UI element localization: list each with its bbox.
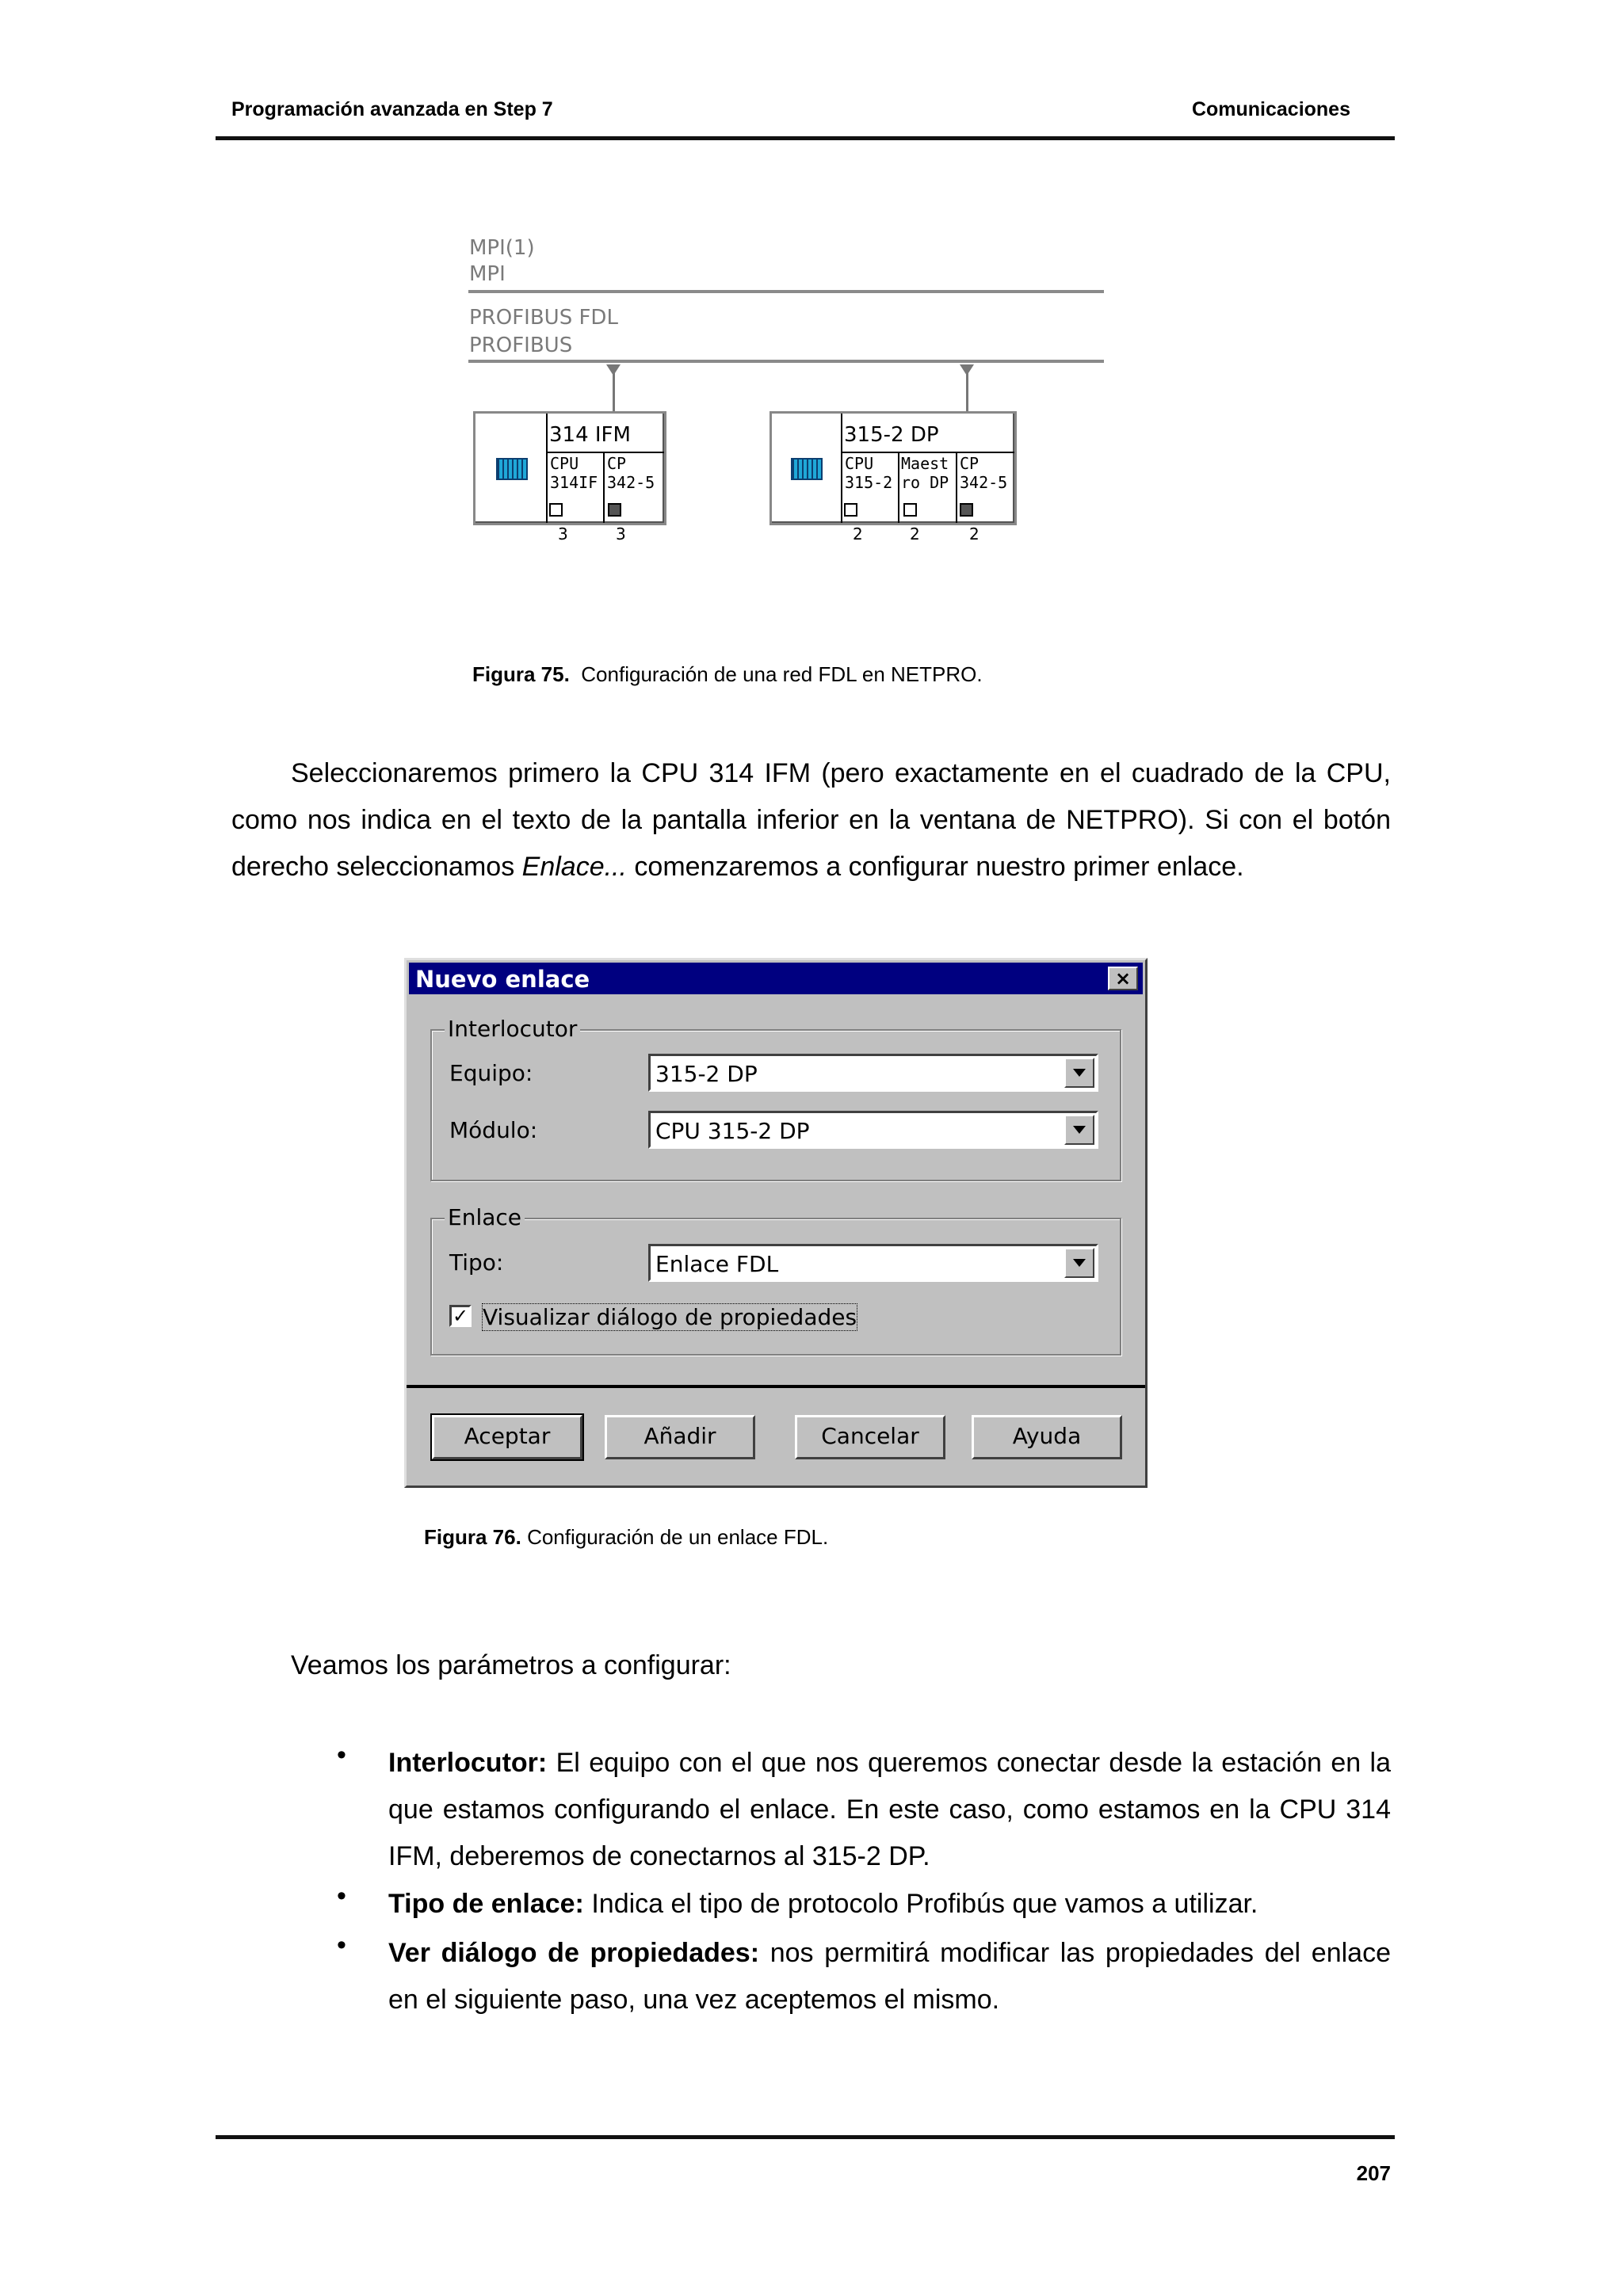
equipo-select[interactable] bbox=[648, 1054, 1098, 1092]
divider bbox=[546, 414, 548, 523]
footer-rule bbox=[216, 2135, 1395, 2139]
nuevo-enlace-dialog bbox=[404, 958, 1148, 1488]
station-314-ifm[interactable] bbox=[473, 411, 666, 525]
port-icon[interactable] bbox=[608, 503, 621, 517]
equipo-value: 315-2 DP bbox=[655, 1061, 758, 1087]
port-icon[interactable] bbox=[844, 503, 857, 517]
running-header-left: Programación avanzada en Step 7 bbox=[231, 98, 553, 120]
address-number: 2 bbox=[969, 524, 980, 543]
bullet-item bbox=[388, 1740, 1391, 1880]
paragraph-text: comenzaremos a configurar nuestro primer enlace. bbox=[626, 852, 1244, 882]
bullet-icon: • bbox=[337, 1930, 346, 1960]
address-number: 3 bbox=[616, 524, 626, 543]
station-title: 314 IFM bbox=[549, 423, 631, 447]
profibus-bus-line[interactable] bbox=[468, 360, 1104, 363]
module-cpu: CPU 314IF bbox=[550, 454, 598, 492]
modulo-value: CPU 315-2 DP bbox=[655, 1118, 810, 1144]
mpi-bus-line[interactable] bbox=[468, 290, 1104, 293]
chevron-down-icon[interactable] bbox=[1064, 1248, 1094, 1278]
bullet-item bbox=[388, 1930, 1391, 2023]
aceptar-button[interactable]: Aceptar bbox=[432, 1415, 582, 1459]
module-cp: CP 342-5 bbox=[960, 454, 1008, 492]
paragraph-italic: Enlace... bbox=[521, 852, 627, 882]
station1-drop-line bbox=[613, 372, 615, 412]
dialog-separator bbox=[407, 1385, 1145, 1388]
tipo-value: Enlace FDL bbox=[655, 1251, 779, 1277]
dialog-title: Nuevo enlace bbox=[415, 966, 590, 993]
chevron-down-icon[interactable] bbox=[1064, 1058, 1094, 1088]
bullet-term: Tipo de enlace: bbox=[388, 1889, 584, 1919]
body-paragraph bbox=[231, 750, 1391, 891]
modulo-label: Módulo: bbox=[449, 1117, 538, 1143]
bullet-term: Interlocutor: bbox=[388, 1748, 548, 1778]
interlocutor-group bbox=[430, 1029, 1121, 1181]
divider bbox=[956, 452, 957, 523]
network1-name: MPI(1) bbox=[469, 236, 535, 260]
station-title: 315-2 DP bbox=[844, 423, 939, 447]
divider bbox=[546, 452, 664, 453]
anadir-button[interactable]: Añadir bbox=[605, 1415, 755, 1459]
bullet-item bbox=[388, 1881, 1391, 1928]
close-button[interactable]: × bbox=[1108, 967, 1138, 990]
address-number: 2 bbox=[853, 524, 863, 543]
bullet-term: Ver diálogo de propiedades: bbox=[388, 1938, 760, 1968]
address-number: 2 bbox=[910, 524, 920, 543]
divider bbox=[841, 414, 842, 523]
bullet-icon: • bbox=[337, 1740, 346, 1770]
interlocutor-group-label: Interlocutor bbox=[445, 1016, 580, 1042]
rack-icon bbox=[791, 458, 823, 480]
rack-icon bbox=[496, 458, 528, 480]
figure-label: Figura 76. bbox=[424, 1525, 521, 1549]
module-dp-master: Maest ro DP bbox=[901, 454, 949, 492]
dialog-titlebar[interactable] bbox=[409, 963, 1143, 994]
chevron-down-icon[interactable] bbox=[1064, 1115, 1094, 1145]
divider bbox=[841, 452, 1014, 453]
network2-name: PROFIBUS FDL bbox=[469, 306, 618, 330]
station-315-2-dp[interactable] bbox=[769, 411, 1017, 525]
equipo-label: Equipo: bbox=[449, 1060, 533, 1086]
properties-checkbox-label[interactable]: Visualizar diálogo de propiedades bbox=[483, 1304, 857, 1330]
properties-checkbox[interactable]: ✓ bbox=[449, 1305, 472, 1327]
page-number: 207 bbox=[1356, 2161, 1391, 2185]
tipo-label: Tipo: bbox=[449, 1249, 504, 1276]
port-icon[interactable] bbox=[549, 503, 563, 517]
module-cpu: CPU 315-2 bbox=[845, 454, 893, 492]
enlace-group bbox=[430, 1218, 1121, 1356]
station2-drop-line bbox=[966, 372, 968, 412]
tipo-select[interactable] bbox=[648, 1244, 1098, 1282]
figure-text: Configuración de una red FDL en NETPRO. bbox=[581, 662, 983, 686]
figure-label: Figura 75. bbox=[472, 662, 570, 686]
divider bbox=[898, 452, 899, 523]
address-number: 3 bbox=[558, 524, 568, 543]
port-icon[interactable] bbox=[903, 503, 917, 517]
bullet-icon: • bbox=[337, 1881, 346, 1911]
figure-text: Configuración de un enlace FDL. bbox=[527, 1525, 829, 1549]
header-rule bbox=[216, 136, 1395, 140]
paragraph-text: Veamos los parámetros a configurar: bbox=[291, 1650, 731, 1680]
paragraph-text: Seleccionaremos primero la CPU 314 IFM (pero exactamente en el cuadrado de la CPU, como nos indica en el texto de la pantalla inferior en la ventana de NETPRO). Si con el botón derecho seleccionamos bbox=[231, 758, 1391, 882]
network1-type: MPI bbox=[469, 262, 506, 286]
ayuda-button[interactable]: Ayuda bbox=[972, 1415, 1122, 1459]
enlace-group-label: Enlace bbox=[445, 1204, 525, 1230]
divider bbox=[603, 452, 605, 523]
figure-75-caption bbox=[472, 662, 983, 687]
port-icon[interactable] bbox=[960, 503, 973, 517]
figure-76-caption bbox=[424, 1525, 828, 1550]
body-paragraph bbox=[231, 1642, 1391, 1689]
network2-type: PROFIBUS bbox=[469, 334, 573, 357]
bullet-text: Indica el tipo de protocolo Profibús que vamos a utilizar. bbox=[591, 1889, 1258, 1919]
bullet-text: El equipo con el que nos queremos conectar desde la estación en la que estamos configurando el enlace. En este caso, como estamos en la CPU 314 IFM, deberemos de conectarnos al 315-2 DP. bbox=[388, 1748, 1391, 1871]
modulo-select[interactable] bbox=[648, 1111, 1098, 1149]
running-header-right: Comunicaciones bbox=[1191, 98, 1350, 120]
cancelar-button[interactable]: Cancelar bbox=[795, 1415, 945, 1459]
bullet-text: nos permitirá modificar las propiedades del enlace en el siguiente paso, una vez aceptemos el mismo. bbox=[388, 1938, 1391, 2015]
module-cp: CP 342-5 bbox=[607, 454, 655, 492]
